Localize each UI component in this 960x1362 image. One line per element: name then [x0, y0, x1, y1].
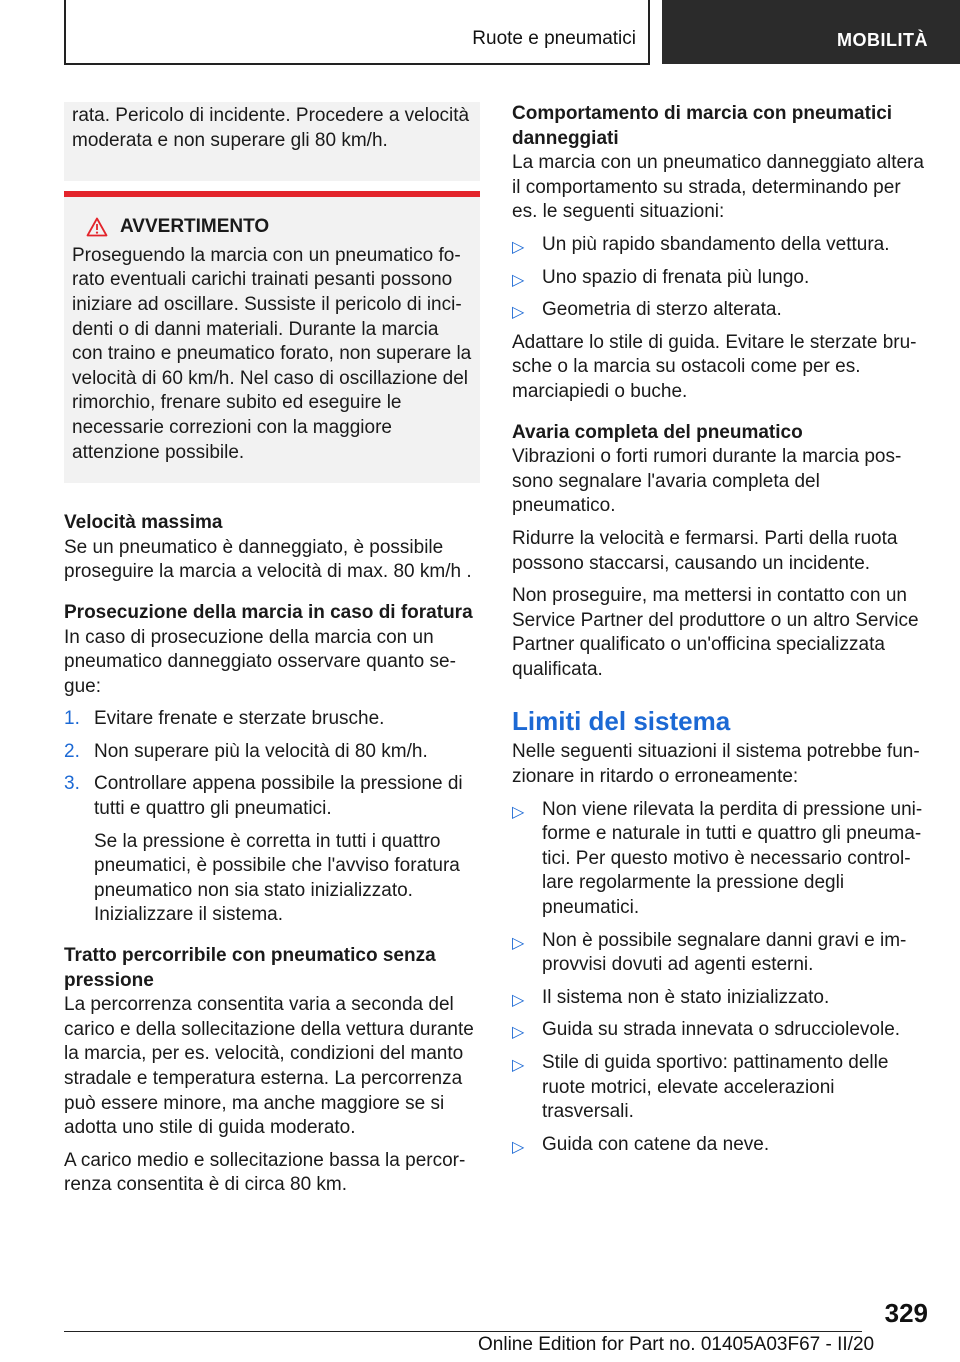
- behavior-list: [512, 233, 928, 323]
- header-left-rule: [64, 0, 66, 64]
- warning-header: [72, 215, 472, 240]
- list-item-text: Guida con catene da neve.: [542, 1133, 770, 1155]
- list-item-text: Guida su strada innevata o sdrucciolevole.: [542, 1019, 901, 1041]
- list-item: [512, 298, 928, 323]
- failure-text-3: Non proseguire, ma mettersi in contatto con un Service Partner del produttore o un altro Service Partner qualificato o un'officina specializzata qualificata.: [512, 585, 919, 680]
- step-number: 2.: [64, 740, 80, 762]
- max-speed-text: Se un pneumatico è danneggiato, è possibile proseguire la marcia a velocità di max. 80 km/h .: [64, 536, 472, 583]
- list-item: [512, 266, 928, 291]
- behavior-text: La marcia con un pneumatico danneggiato altera il comportamento su strada, determinando per es. le seguenti situazioni:: [512, 152, 924, 223]
- warning-box: [64, 191, 480, 483]
- limits-text: Nelle seguenti situazioni il sistema potrebbe funzionare in ritardo o erroneamente:: [512, 741, 920, 788]
- list-item-text: Il sistema non è stato inizializzato.: [542, 986, 830, 1008]
- failure-text-2: Ridurre la velocità e fermarsi. Parti della ruota possono staccarsi, causando un incidente.: [512, 527, 898, 574]
- step-number: 1.: [64, 708, 80, 730]
- limits-list: [512, 798, 928, 1158]
- continue-steps: [64, 707, 480, 928]
- step-note: Se la pressione è corretta in tutti i quattro pneumatici, è possibile che l'avviso foratura pneumatico non sia stato inizializzato. Inizializzare il sistema.: [94, 830, 460, 926]
- failure-heading: Avaria completa del pneumatico: [512, 421, 803, 443]
- list-item: [64, 772, 480, 928]
- list-item: [64, 740, 480, 765]
- page-number: 329: [884, 1298, 928, 1328]
- list-item: [512, 929, 928, 978]
- continue-text: In caso di prosecuzione della marcia con un pneumatico danneggiato osservare quanto segue:: [64, 626, 456, 697]
- list-item: [512, 1051, 928, 1125]
- list-item-text: Non viene rilevata la perdita di pressione uniforme e naturale in tutti e quattro gli pneumatici. Per questo motivo è necessario controllare regolarmente la pressione degli pneumatici.: [542, 798, 923, 919]
- list-item-text: Un più rapido sbandamento della vettura.: [542, 233, 890, 255]
- range-text-1: La percorrenza consentita varia a seconda del carico e della sollecitazione della vettura durante la marcia, per es. velocità, condizioni del manto stradale e temperatura esterna. La percorrenza può essere minore, ma anche maggiore se si adotta uno stile di guida moderato.: [64, 994, 474, 1139]
- triangle-right-bullet-icon: ▷: [512, 271, 525, 289]
- triangle-right-bullet-icon: ▷: [512, 1138, 525, 1156]
- step-number: 3.: [64, 773, 80, 795]
- list-item: [512, 1133, 928, 1158]
- chapter-tab: [662, 0, 960, 64]
- list-item-text: Uno spazio di frenata più lungo.: [542, 266, 810, 288]
- intro-text: rata. Pericolo di incidente. Procedere a velocità moderata e non superare gli 80 km/h.: [72, 105, 470, 151]
- list-item: [512, 233, 928, 258]
- triangle-right-bullet-icon: ▷: [512, 991, 525, 1009]
- right-column: [512, 102, 928, 1157]
- warning-triangle-icon: [86, 217, 108, 237]
- triangle-right-bullet-icon: ▷: [512, 803, 525, 821]
- limits-title: Limiti del sistema: [512, 706, 731, 737]
- range-heading: Tratto percorribile con pneumatico senza pressione: [64, 945, 436, 991]
- triangle-right-bullet-icon: ▷: [512, 238, 525, 256]
- triangle-right-bullet-icon: ▷: [512, 1024, 525, 1042]
- left-column: [64, 102, 480, 1198]
- list-item: [512, 986, 928, 1011]
- list-item-text: Non è possibile segnalare danni gravi e improvvisi dovuti ad agenti esterni.: [542, 929, 907, 976]
- triangle-right-bullet-icon: ▷: [512, 934, 525, 952]
- header-bottom-rule: [64, 63, 650, 65]
- warning-title: AVVERTIMENTO: [120, 216, 270, 238]
- behavior-heading: Comportamento di marcia con pneumatici danneggiati: [512, 103, 893, 149]
- step-text: Non superare più la velocità di 80 km/h.: [94, 740, 428, 762]
- intro-box: [64, 102, 480, 181]
- triangle-right-bullet-icon: ▷: [512, 304, 525, 322]
- chapter-label: MOBILITÀ: [837, 30, 928, 50]
- list-item: [512, 1018, 928, 1043]
- max-speed-heading: Velocità massima: [64, 512, 223, 534]
- failure-text-1: Vibrazioni o forti rumori durante la marcia possono segnalare l'avaria completa del pneumatico.: [512, 446, 902, 517]
- warning-text: Proseguendo la marcia con un pneumatico forato eventuali carichi trainati pesanti possono iniziare ad oscillare. Sussiste il pericolo di incidenti o di danni materiali. Durante la marcia con traino e pneumatico forato, non superare la velocità di 60 km/h. Nel caso di oscillazione del rimorchio, frenare subito ed eseguire le necessarie correzioni con la maggiore attenzione possibile.: [72, 244, 472, 463]
- footer-rule: [64, 1331, 862, 1332]
- step-text: Controllare appena possibile la pressione di tutti e quattro gli pneumatici.: [94, 773, 463, 820]
- list-item: [64, 707, 480, 732]
- section-title: Ruote e pneumatici: [472, 28, 636, 49]
- list-item: [512, 798, 928, 921]
- footer-edition: Online Edition for Part no. 01405A03F67 - II/20: [478, 1334, 875, 1355]
- step-text: Evitare frenate e sterzate brusche.: [94, 708, 385, 730]
- triangle-right-bullet-icon: ▷: [512, 1057, 525, 1074]
- continue-heading: Prosecuzione della marcia in caso di foratura: [64, 601, 473, 623]
- range-text-2: A carico medio e sollecitazione bassa la percorrenza consentita è di circa 80 km.: [64, 1149, 466, 1196]
- list-item-text: Stile di guida sportivo: pattinamento delle ruote motrici, elevate accelerazioni trasversali.: [542, 1052, 889, 1123]
- behavior-after: Adattare lo stile di guida. Evitare le sterzate brusche o la marcia su ostacoli come per es. marciapiedi o buche.: [512, 331, 917, 402]
- header-separator: [648, 0, 650, 64]
- list-item-text: Geometria di sterzo alterata.: [542, 299, 782, 321]
